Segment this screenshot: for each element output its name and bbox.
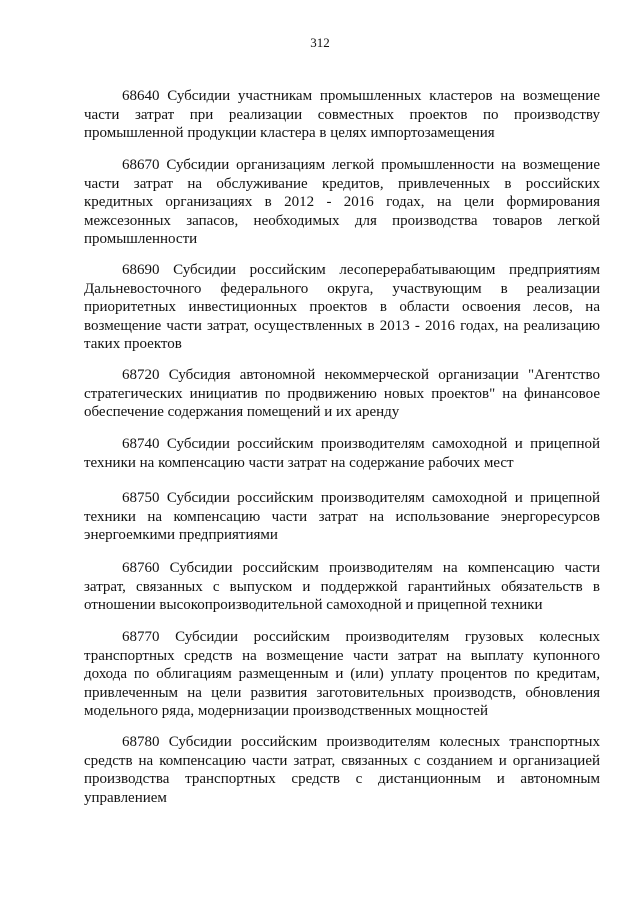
paragraph-68760 [84, 559, 600, 615]
paragraph-line: 68780 Субсидии российским производителям колесных транспортных [122, 734, 600, 750]
paragraph-line: транспортных средств на возмещение части затрат на выплату купонного [84, 647, 600, 664]
paragraph-line: Дальневосточного федерального округа, участвующим в реализации [84, 280, 600, 297]
paragraph-line: 68690 Субсидии российским лесоперерабатывающим предприятиям [122, 262, 600, 278]
paragraph-68770 [84, 628, 600, 721]
paragraph-line: промышленной продукции кластера в целях импортозамещения [84, 125, 495, 141]
paragraph-line: производства транспортных средств с дистанционным и автономным [84, 771, 600, 787]
paragraph-line: модельного ряда, модернизации производственных мощностей [84, 703, 488, 719]
paragraph-68740 [84, 435, 600, 472]
paragraph-line: приоритетных инвестиционных проектов в области освоения лесов, на [84, 299, 600, 315]
paragraph-line: 68750 Субсидии российским производителям самоходной и прицепной [122, 490, 600, 506]
paragraph-68780 [84, 733, 600, 807]
paragraph-line: техники на компенсацию части затрат на содержание рабочих мест [84, 454, 514, 471]
paragraph-68670 [84, 156, 600, 249]
page-number: 312 [310, 35, 330, 50]
paragraph-line: привлеченным на цели развития заготовительных производств, обновления [84, 684, 600, 701]
paragraph-line: отношении высокопроизводительной самоходной и прицепной техники [84, 597, 543, 613]
paragraph-68690 [84, 261, 600, 354]
paragraph-line: управлением [84, 789, 167, 806]
paragraph-line: 68720 Субсидия автономной некоммерческой организации "Агентство [122, 367, 600, 383]
paragraph-line: стратегических инициатив по продвижению новых проектов" на финансовое [84, 385, 600, 402]
paragraph-line: межсезонных запасов, необходимых для производства товаров легкой [84, 212, 600, 229]
paragraph-line: средств на компенсацию части затрат, связанных с созданием и организацией [84, 752, 600, 769]
paragraph-line: таких проектов [84, 336, 182, 352]
paragraph-line: 68760 Субсидии российским производителям на компенсацию части [122, 560, 600, 576]
paragraph-line: 68670 Субсидии организациям легкой промышленности на возмещение [122, 157, 600, 173]
paragraph-line: энергоемкими предприятиями [84, 527, 278, 543]
paragraph-line: 68740 Субсидии российским производителям самоходной и прицепной [122, 436, 600, 452]
paragraph-line: 68770 Субсидии российским производителям грузовых колесных [122, 629, 600, 645]
paragraph-68720 [84, 366, 600, 422]
paragraph-line: техники на компенсацию части затрат на использование энергоресурсов [84, 508, 600, 525]
paragraph-68640 [84, 87, 600, 143]
paragraph-line: 68640 Субсидии участникам промышленных кластеров на возмещение [122, 88, 600, 104]
paragraph-line: возмещение части затрат, осуществленных в 2013 - 2016 годах, на реализацию [84, 317, 600, 334]
paragraph-line: дохода по облигациям размещенным и (или) уплату процентов по кредитам, [84, 666, 600, 682]
paragraph-68750 [84, 489, 600, 545]
paragraph-line: части затрат на обслуживание кредитов, привлеченных в российских [84, 175, 600, 192]
paragraph-line: части затрат при реализации совместных проектов по производству [84, 106, 600, 123]
paragraph-line: обеспечение содержания помещений и их аренду [84, 404, 400, 420]
paragraph-line: промышленности [84, 231, 198, 247]
paragraph-line: затрат, связанных с выпуском и поддержкой гарантийных обязательств в [84, 578, 600, 595]
paragraph-line: кредитных организациях в 2012 - 2016 годах, на цели формирования [84, 194, 600, 210]
